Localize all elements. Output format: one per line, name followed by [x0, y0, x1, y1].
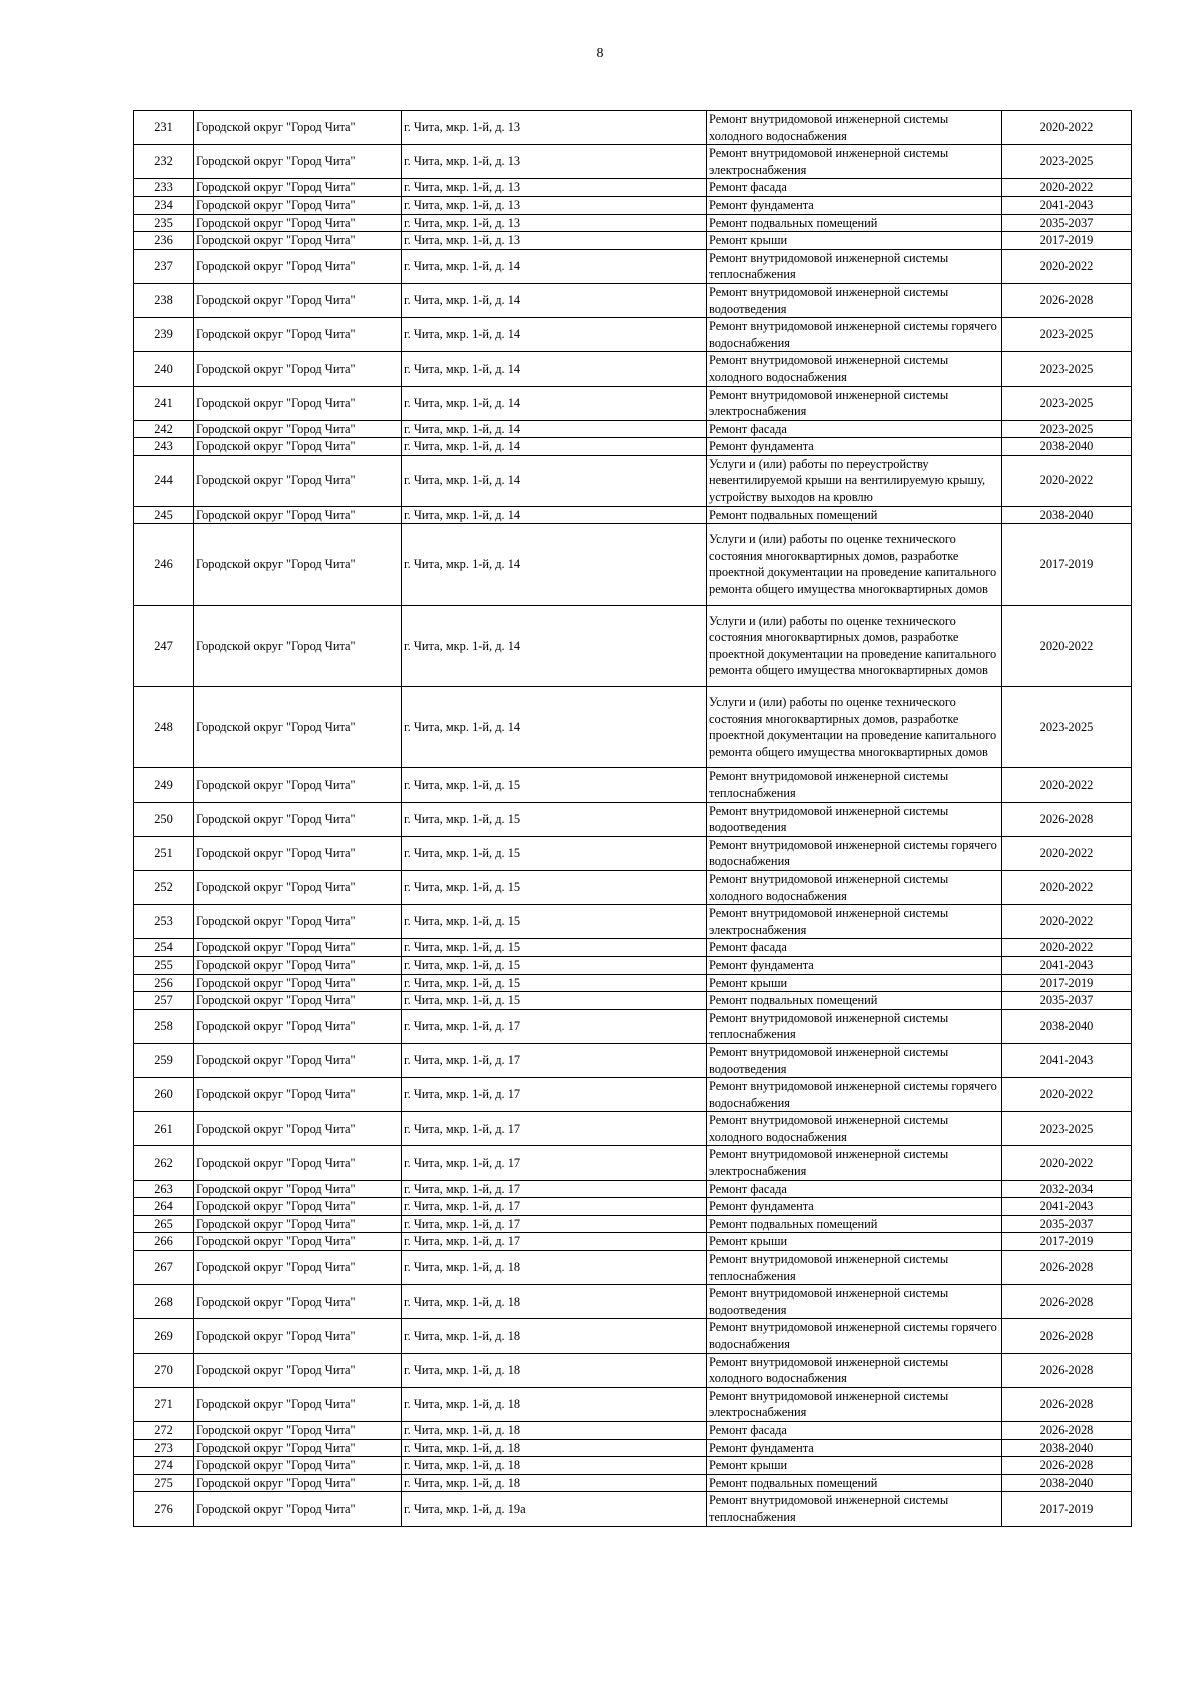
- period-cell: 2020-2022: [1002, 939, 1132, 957]
- table-row: [134, 214, 1132, 232]
- municipality-cell: Городской округ "Город Чита": [194, 1353, 402, 1387]
- period-cell: 2020-2022: [1002, 870, 1132, 904]
- table-row: [134, 1285, 1132, 1319]
- work-type-cell: Ремонт внутридомовой инженерной системы холодного водоснабжения: [707, 352, 1002, 386]
- row-number-cell: 236: [134, 232, 194, 250]
- work-type-cell: Услуги и (или) работы по оценке технического состояния многоквартирных домов, разработке проектной документации на проведение капитального ремонта общего имущества многоквартирных домов: [707, 687, 1002, 768]
- row-number-cell: 252: [134, 870, 194, 904]
- period-cell: 2023-2025: [1002, 1112, 1132, 1146]
- municipality-cell: Городской округ "Город Чита": [194, 992, 402, 1010]
- row-number-cell: 235: [134, 214, 194, 232]
- table-row: [134, 802, 1132, 836]
- municipality-cell: Городской округ "Город Чита": [194, 352, 402, 386]
- row-number-cell: 244: [134, 455, 194, 506]
- work-type-cell: Ремонт фасада: [707, 179, 1002, 197]
- row-number-cell: 273: [134, 1439, 194, 1457]
- period-cell: 2038-2040: [1002, 1474, 1132, 1492]
- table-row: [134, 905, 1132, 939]
- municipality-cell: Городской округ "Город Чита": [194, 687, 402, 768]
- work-type-cell: Ремонт внутридомовой инженерной системы водоотведения: [707, 283, 1002, 317]
- work-type-cell: Ремонт фундамента: [707, 1439, 1002, 1457]
- address-cell: г. Чита, мкр. 1-й, д. 18: [402, 1319, 707, 1353]
- period-cell: 2026-2028: [1002, 802, 1132, 836]
- row-number-cell: 259: [134, 1043, 194, 1077]
- work-type-cell: Ремонт фасада: [707, 1180, 1002, 1198]
- row-number-cell: 232: [134, 145, 194, 179]
- period-cell: 2026-2028: [1002, 283, 1132, 317]
- municipality-cell: Городской округ "Город Чита": [194, 1251, 402, 1285]
- municipality-cell: Городской округ "Город Чита": [194, 1319, 402, 1353]
- row-number-cell: 241: [134, 386, 194, 420]
- row-number-cell: 245: [134, 506, 194, 524]
- municipality-cell: Городской округ "Город Чита": [194, 605, 402, 686]
- table-row: [134, 836, 1132, 870]
- municipality-cell: Городской округ "Город Чита": [194, 1112, 402, 1146]
- municipality-cell: Городской округ "Город Чита": [194, 318, 402, 352]
- municipality-cell: Городской округ "Город Чита": [194, 905, 402, 939]
- table-row: [134, 1215, 1132, 1233]
- table-row: [134, 1387, 1132, 1421]
- work-type-cell: Ремонт внутридомовой инженерной системы холодного водоснабжения: [707, 1353, 1002, 1387]
- table-row: [134, 179, 1132, 197]
- period-cell: 2023-2025: [1002, 145, 1132, 179]
- municipality-cell: Городской округ "Город Чита": [194, 939, 402, 957]
- municipality-cell: Городской округ "Город Чита": [194, 1233, 402, 1251]
- table-row: [134, 318, 1132, 352]
- work-type-cell: Ремонт фасада: [707, 939, 1002, 957]
- table-row: [134, 939, 1132, 957]
- period-cell: 2035-2037: [1002, 992, 1132, 1010]
- work-type-cell: Ремонт внутридомовой инженерной системы холодного водоснабжения: [707, 870, 1002, 904]
- address-cell: г. Чита, мкр. 1-й, д. 13: [402, 111, 707, 145]
- municipality-cell: Городской округ "Город Чита": [194, 1387, 402, 1421]
- row-number-cell: 238: [134, 283, 194, 317]
- period-cell: 2026-2028: [1002, 1353, 1132, 1387]
- period-cell: 2017-2019: [1002, 232, 1132, 250]
- municipality-cell: Городской округ "Город Чита": [194, 506, 402, 524]
- row-number-cell: 242: [134, 420, 194, 438]
- work-type-cell: Ремонт внутридомовой инженерной системы теплоснабжения: [707, 1492, 1002, 1526]
- table-row: [134, 1180, 1132, 1198]
- municipality-cell: Городской округ "Город Чита": [194, 1180, 402, 1198]
- address-cell: г. Чита, мкр. 1-й, д. 15: [402, 905, 707, 939]
- period-cell: 2017-2019: [1002, 1233, 1132, 1251]
- table-row: [134, 386, 1132, 420]
- address-cell: г. Чита, мкр. 1-й, д. 15: [402, 768, 707, 802]
- municipality-cell: Городской округ "Город Чита": [194, 956, 402, 974]
- work-type-cell: Ремонт крыши: [707, 974, 1002, 992]
- row-number-cell: 263: [134, 1180, 194, 1198]
- work-type-cell: Ремонт внутридомовой инженерной системы водоотведения: [707, 1043, 1002, 1077]
- municipality-cell: Городской округ "Город Чита": [194, 1492, 402, 1526]
- work-type-cell: Ремонт внутридомовой инженерной системы горячего водоснабжения: [707, 1319, 1002, 1353]
- address-cell: г. Чита, мкр. 1-й, д. 14: [402, 524, 707, 605]
- period-cell: 2023-2025: [1002, 386, 1132, 420]
- address-cell: г. Чита, мкр. 1-й, д. 15: [402, 992, 707, 1010]
- address-cell: г. Чита, мкр. 1-й, д. 14: [402, 506, 707, 524]
- work-type-cell: Ремонт крыши: [707, 1233, 1002, 1251]
- period-cell: 2020-2022: [1002, 836, 1132, 870]
- row-number-cell: 237: [134, 249, 194, 283]
- row-number-cell: 268: [134, 1285, 194, 1319]
- table-row: [134, 1319, 1132, 1353]
- period-cell: 2026-2028: [1002, 1457, 1132, 1475]
- page-number: 8: [596, 46, 604, 61]
- table-row: [134, 1078, 1132, 1112]
- address-cell: г. Чита, мкр. 1-й, д. 17: [402, 1009, 707, 1043]
- period-cell: 2023-2025: [1002, 687, 1132, 768]
- table-row: [134, 1474, 1132, 1492]
- table-row: [134, 687, 1132, 768]
- period-cell: 2023-2025: [1002, 318, 1132, 352]
- work-type-cell: Ремонт внутридомовой инженерной системы водоотведения: [707, 1285, 1002, 1319]
- work-type-cell: Ремонт внутридомовой инженерной системы водоотведения: [707, 802, 1002, 836]
- address-cell: г. Чита, мкр. 1-й, д. 18: [402, 1457, 707, 1475]
- row-number-cell: 249: [134, 768, 194, 802]
- municipality-cell: Городской округ "Город Чита": [194, 1439, 402, 1457]
- municipality-cell: Городской округ "Город Чита": [194, 1474, 402, 1492]
- row-number-cell: 262: [134, 1146, 194, 1180]
- address-cell: г. Чита, мкр. 1-й, д. 17: [402, 1112, 707, 1146]
- row-number-cell: 234: [134, 196, 194, 214]
- work-type-cell: Ремонт внутридомовой инженерной системы горячего водоснабжения: [707, 318, 1002, 352]
- work-type-cell: Ремонт фундамента: [707, 438, 1002, 456]
- municipality-cell: Городской округ "Город Чита": [194, 1215, 402, 1233]
- work-type-cell: Ремонт фасада: [707, 1421, 1002, 1439]
- municipality-cell: Городской округ "Город Чита": [194, 1146, 402, 1180]
- work-type-cell: Ремонт внутридомовой инженерной системы электроснабжения: [707, 905, 1002, 939]
- row-number-cell: 247: [134, 605, 194, 686]
- work-type-cell: Ремонт внутридомовой инженерной системы теплоснабжения: [707, 768, 1002, 802]
- row-number-cell: 253: [134, 905, 194, 939]
- period-cell: 2041-2043: [1002, 956, 1132, 974]
- row-number-cell: 250: [134, 802, 194, 836]
- work-type-cell: Ремонт фундамента: [707, 956, 1002, 974]
- address-cell: г. Чита, мкр. 1-й, д. 17: [402, 1146, 707, 1180]
- address-cell: г. Чита, мкр. 1-й, д. 14: [402, 438, 707, 456]
- municipality-cell: Городской округ "Город Чита": [194, 1457, 402, 1475]
- address-cell: г. Чита, мкр. 1-й, д. 13: [402, 179, 707, 197]
- work-type-cell: Ремонт внутридомовой инженерной системы теплоснабжения: [707, 249, 1002, 283]
- address-cell: г. Чита, мкр. 1-й, д. 17: [402, 1180, 707, 1198]
- address-cell: г. Чита, мкр. 1-й, д. 15: [402, 870, 707, 904]
- period-cell: 2020-2022: [1002, 1146, 1132, 1180]
- table-row: [134, 1146, 1132, 1180]
- work-type-cell: Ремонт внутридомовой инженерной системы холодного водоснабжения: [707, 1112, 1002, 1146]
- period-cell: 2020-2022: [1002, 1078, 1132, 1112]
- municipality-cell: Городской округ "Город Чита": [194, 802, 402, 836]
- table-row: [134, 1421, 1132, 1439]
- municipality-cell: Городской округ "Город Чита": [194, 111, 402, 145]
- work-type-cell: Ремонт внутридомовой инженерной системы горячего водоснабжения: [707, 836, 1002, 870]
- work-type-cell: Ремонт фундамента: [707, 1198, 1002, 1216]
- row-number-cell: 272: [134, 1421, 194, 1439]
- table-row: [134, 506, 1132, 524]
- row-number-cell: 274: [134, 1457, 194, 1475]
- municipality-cell: Городской округ "Город Чита": [194, 870, 402, 904]
- table-row: [134, 232, 1132, 250]
- period-cell: 2026-2028: [1002, 1319, 1132, 1353]
- row-number-cell: 264: [134, 1198, 194, 1216]
- row-number-cell: 240: [134, 352, 194, 386]
- address-cell: г. Чита, мкр. 1-й, д. 14: [402, 687, 707, 768]
- address-cell: г. Чита, мкр. 1-й, д. 14: [402, 283, 707, 317]
- address-cell: г. Чита, мкр. 1-й, д. 18: [402, 1439, 707, 1457]
- row-number-cell: 266: [134, 1233, 194, 1251]
- municipality-cell: Городской округ "Город Чита": [194, 179, 402, 197]
- municipality-cell: Городской округ "Город Чита": [194, 1285, 402, 1319]
- period-cell: 2026-2028: [1002, 1387, 1132, 1421]
- period-cell: 2017-2019: [1002, 524, 1132, 605]
- address-cell: г. Чита, мкр. 1-й, д. 18: [402, 1251, 707, 1285]
- municipality-cell: Городской округ "Город Чита": [194, 420, 402, 438]
- period-cell: 2017-2019: [1002, 974, 1132, 992]
- work-type-cell: Услуги и (или) работы по оценке технического состояния многоквартирных домов, разработке проектной документации на проведение капитального ремонта общего имущества многоквартирных домов: [707, 605, 1002, 686]
- municipality-cell: Городской округ "Город Чита": [194, 1043, 402, 1077]
- row-number-cell: 248: [134, 687, 194, 768]
- table-row: [134, 249, 1132, 283]
- period-cell: 2038-2040: [1002, 1009, 1132, 1043]
- work-type-cell: Ремонт внутридомовой инженерной системы электроснабжения: [707, 1146, 1002, 1180]
- address-cell: г. Чита, мкр. 1-й, д. 13: [402, 196, 707, 214]
- period-cell: 2020-2022: [1002, 249, 1132, 283]
- table-row: [134, 438, 1132, 456]
- work-type-cell: Ремонт внутридомовой инженерной системы теплоснабжения: [707, 1251, 1002, 1285]
- row-number-cell: 254: [134, 939, 194, 957]
- table-row: [134, 352, 1132, 386]
- municipality-cell: Городской округ "Город Чита": [194, 232, 402, 250]
- row-number-cell: 239: [134, 318, 194, 352]
- address-cell: г. Чита, мкр. 1-й, д. 17: [402, 1215, 707, 1233]
- address-cell: г. Чита, мкр. 1-й, д. 15: [402, 974, 707, 992]
- municipality-cell: Городской округ "Город Чита": [194, 1198, 402, 1216]
- municipality-cell: Городской округ "Город Чита": [194, 283, 402, 317]
- municipality-cell: Городской округ "Город Чита": [194, 145, 402, 179]
- period-cell: 2035-2037: [1002, 214, 1132, 232]
- row-number-cell: 261: [134, 1112, 194, 1146]
- period-cell: 2020-2022: [1002, 605, 1132, 686]
- address-cell: г. Чита, мкр. 1-й, д. 13: [402, 232, 707, 250]
- municipality-cell: Городской округ "Город Чита": [194, 1078, 402, 1112]
- municipality-cell: Городской округ "Город Чита": [194, 974, 402, 992]
- table-row: [134, 1009, 1132, 1043]
- table-row: [134, 870, 1132, 904]
- table-row: [134, 992, 1132, 1010]
- row-number-cell: 246: [134, 524, 194, 605]
- period-cell: 2023-2025: [1002, 420, 1132, 438]
- row-number-cell: 231: [134, 111, 194, 145]
- period-cell: 2038-2040: [1002, 506, 1132, 524]
- address-cell: г. Чита, мкр. 1-й, д. 14: [402, 420, 707, 438]
- table-row: [134, 524, 1132, 605]
- table-body: [134, 111, 1132, 1527]
- row-number-cell: 243: [134, 438, 194, 456]
- row-number-cell: 265: [134, 1215, 194, 1233]
- table-row: [134, 145, 1132, 179]
- period-cell: 2026-2028: [1002, 1421, 1132, 1439]
- table-row: [134, 1251, 1132, 1285]
- municipality-cell: Городской округ "Город Чита": [194, 768, 402, 802]
- period-cell: 2038-2040: [1002, 1439, 1132, 1457]
- address-cell: г. Чита, мкр. 1-й, д. 14: [402, 455, 707, 506]
- row-number-cell: 258: [134, 1009, 194, 1043]
- table-row: [134, 1457, 1132, 1475]
- address-cell: г. Чита, мкр. 1-й, д. 17: [402, 1198, 707, 1216]
- work-type-cell: Услуги и (или) работы по оценке технического состояния многоквартирных домов, разработке проектной документации на проведение капитального ремонта общего имущества многоквартирных домов: [707, 524, 1002, 605]
- work-type-cell: Ремонт внутридомовой инженерной системы теплоснабжения: [707, 1009, 1002, 1043]
- period-cell: 2020-2022: [1002, 768, 1132, 802]
- table-row: [134, 768, 1132, 802]
- table-row: [134, 1492, 1132, 1526]
- address-cell: г. Чита, мкр. 1-й, д. 13: [402, 145, 707, 179]
- work-type-cell: Ремонт подвальных помещений: [707, 992, 1002, 1010]
- row-number-cell: 233: [134, 179, 194, 197]
- work-type-cell: Ремонт подвальных помещений: [707, 1474, 1002, 1492]
- municipality-cell: Городской округ "Город Чита": [194, 455, 402, 506]
- table-row: [134, 1353, 1132, 1387]
- municipality-cell: Городской округ "Город Чита": [194, 438, 402, 456]
- address-cell: г. Чита, мкр. 1-й, д. 18: [402, 1474, 707, 1492]
- row-number-cell: 269: [134, 1319, 194, 1353]
- period-cell: 2020-2022: [1002, 455, 1132, 506]
- row-number-cell: 276: [134, 1492, 194, 1526]
- municipality-cell: Городской округ "Город Чита": [194, 1421, 402, 1439]
- municipality-cell: Городской округ "Город Чита": [194, 836, 402, 870]
- address-cell: г. Чита, мкр. 1-й, д. 18: [402, 1421, 707, 1439]
- period-cell: 2026-2028: [1002, 1251, 1132, 1285]
- period-cell: 2023-2025: [1002, 352, 1132, 386]
- address-cell: г. Чита, мкр. 1-й, д. 17: [402, 1233, 707, 1251]
- table-row: [134, 1198, 1132, 1216]
- work-type-cell: Ремонт подвальных помещений: [707, 506, 1002, 524]
- period-cell: 2038-2040: [1002, 438, 1132, 456]
- period-cell: 2041-2043: [1002, 196, 1132, 214]
- work-type-cell: Ремонт фасада: [707, 420, 1002, 438]
- address-cell: г. Чита, мкр. 1-й, д. 18: [402, 1387, 707, 1421]
- row-number-cell: 257: [134, 992, 194, 1010]
- address-cell: г. Чита, мкр. 1-й, д. 14: [402, 352, 707, 386]
- table-row: [134, 1439, 1132, 1457]
- period-cell: 2020-2022: [1002, 111, 1132, 145]
- address-cell: г. Чита, мкр. 1-й, д. 17: [402, 1078, 707, 1112]
- table-row: [134, 956, 1132, 974]
- row-number-cell: 270: [134, 1353, 194, 1387]
- address-cell: г. Чита, мкр. 1-й, д. 18: [402, 1285, 707, 1319]
- municipality-cell: Городской округ "Город Чита": [194, 1009, 402, 1043]
- work-type-cell: Ремонт внутридомовой инженерной системы холодного водоснабжения: [707, 111, 1002, 145]
- row-number-cell: 255: [134, 956, 194, 974]
- address-cell: г. Чита, мкр. 1-й, д. 15: [402, 939, 707, 957]
- table-row: [134, 196, 1132, 214]
- work-type-cell: Ремонт внутридомовой инженерной системы электроснабжения: [707, 386, 1002, 420]
- period-cell: 2041-2043: [1002, 1198, 1132, 1216]
- address-cell: г. Чита, мкр. 1-й, д. 13: [402, 214, 707, 232]
- municipality-cell: Городской округ "Город Чита": [194, 214, 402, 232]
- municipality-cell: Городской округ "Город Чита": [194, 524, 402, 605]
- work-type-cell: Ремонт внутридомовой инженерной системы электроснабжения: [707, 1387, 1002, 1421]
- work-type-cell: Ремонт фундамента: [707, 196, 1002, 214]
- period-cell: 2020-2022: [1002, 179, 1132, 197]
- work-type-cell: Ремонт подвальных помещений: [707, 1215, 1002, 1233]
- work-type-cell: Ремонт внутридомовой инженерной системы горячего водоснабжения: [707, 1078, 1002, 1112]
- table-row: [134, 420, 1132, 438]
- work-type-cell: Ремонт внутридомовой инженерной системы электроснабжения: [707, 145, 1002, 179]
- period-cell: 2041-2043: [1002, 1043, 1132, 1077]
- address-cell: г. Чита, мкр. 1-й, д. 19а: [402, 1492, 707, 1526]
- table-row: [134, 605, 1132, 686]
- work-type-cell: Ремонт подвальных помещений: [707, 214, 1002, 232]
- address-cell: г. Чита, мкр. 1-й, д. 14: [402, 318, 707, 352]
- work-type-cell: Ремонт крыши: [707, 1457, 1002, 1475]
- period-cell: 2026-2028: [1002, 1285, 1132, 1319]
- table-row: [134, 1112, 1132, 1146]
- period-cell: 2035-2037: [1002, 1215, 1132, 1233]
- address-cell: г. Чита, мкр. 1-й, д. 14: [402, 386, 707, 420]
- table-row: [134, 111, 1132, 145]
- work-type-cell: Ремонт крыши: [707, 232, 1002, 250]
- municipality-cell: Городской округ "Город Чита": [194, 249, 402, 283]
- table-row: [134, 1233, 1132, 1251]
- address-cell: г. Чита, мкр. 1-й, д. 14: [402, 249, 707, 283]
- address-cell: г. Чита, мкр. 1-й, д. 14: [402, 605, 707, 686]
- row-number-cell: 267: [134, 1251, 194, 1285]
- table-row: [134, 283, 1132, 317]
- table-row: [134, 1043, 1132, 1077]
- period-cell: 2032-2034: [1002, 1180, 1132, 1198]
- period-cell: 2020-2022: [1002, 905, 1132, 939]
- table-row: [134, 974, 1132, 992]
- row-number-cell: 256: [134, 974, 194, 992]
- row-number-cell: 251: [134, 836, 194, 870]
- row-number-cell: 275: [134, 1474, 194, 1492]
- row-number-cell: 260: [134, 1078, 194, 1112]
- address-cell: г. Чита, мкр. 1-й, д. 18: [402, 1353, 707, 1387]
- address-cell: г. Чита, мкр. 1-й, д. 15: [402, 802, 707, 836]
- row-number-cell: 271: [134, 1387, 194, 1421]
- address-cell: г. Чита, мкр. 1-й, д. 17: [402, 1043, 707, 1077]
- period-cell: 2017-2019: [1002, 1492, 1132, 1526]
- municipality-cell: Городской округ "Город Чита": [194, 386, 402, 420]
- municipality-cell: Городской округ "Город Чита": [194, 196, 402, 214]
- repair-schedule-table: [133, 110, 1132, 1527]
- table-row: [134, 455, 1132, 506]
- address-cell: г. Чита, мкр. 1-й, д. 15: [402, 836, 707, 870]
- address-cell: г. Чита, мкр. 1-й, д. 15: [402, 956, 707, 974]
- work-type-cell: Услуги и (или) работы по переустройству невентилируемой крыши на вентилируемую крышу, устройству выходов на кровлю: [707, 455, 1002, 506]
